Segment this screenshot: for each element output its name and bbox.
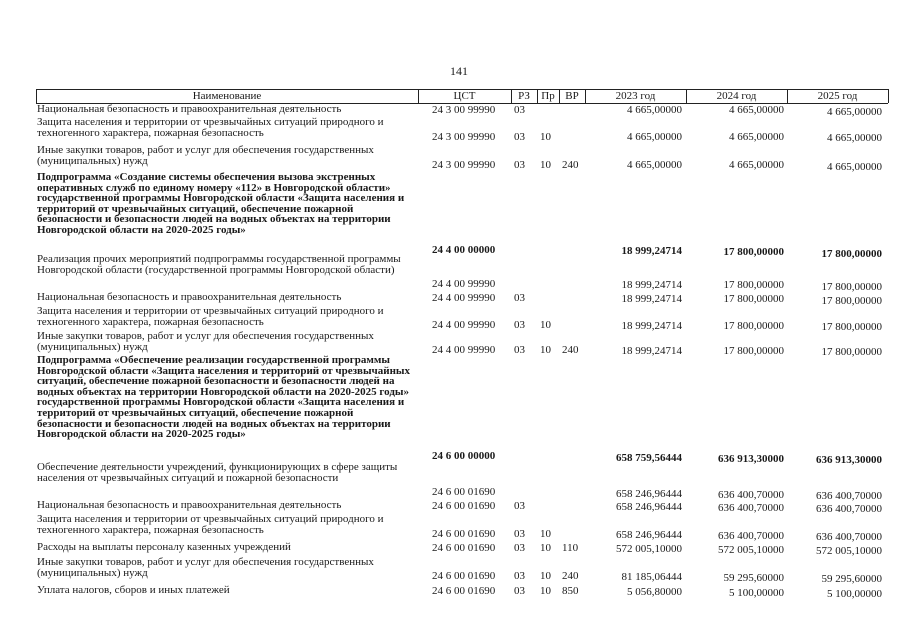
row-vr: 850 [562,585,579,597]
row-rz: 03 [514,131,525,143]
row-2025: 17 800,00000 [821,321,882,333]
row-name: Национальная безопасность и правоохранительная деятельность [37,291,342,303]
row-2024: 572 005,10000 [718,544,784,556]
header-name: Наименование [192,90,262,102]
row-2024: 17 800,00000 [723,246,784,258]
row-cst: 24 6 00 01690 [432,570,496,582]
row-2025: 17 800,00000 [821,248,882,260]
row-rz: 03 [514,500,525,512]
header-cst: ЦСТ [453,90,476,102]
row-2023: 4 665,00000 [627,159,682,171]
row-cst: 24 4 00 99990 [432,344,496,356]
row-2025: 636 913,30000 [816,454,882,466]
row-name: Национальная безопасность и правоохранительная деятельность [37,499,342,511]
row-2025: 17 800,00000 [821,346,882,358]
header-2025: 2025 год [817,90,858,102]
row-cst: 24 4 00 99990 [432,292,496,304]
table-header [36,89,888,103]
header-2023: 2023 год [615,90,656,102]
row-rz: 03 [514,585,525,597]
header-2024: 2024 год [716,90,757,102]
row-cst: 24 4 00 99990 [432,278,496,290]
row-cst: 24 6 00 01690 [432,528,496,540]
header-vr: ВР [565,90,579,102]
row-2024: 636 400,70000 [718,489,784,501]
row-2025: 5 100,00000 [827,588,882,600]
row-rz: 03 [514,542,525,554]
row-2023: 18 999,24714 [621,345,682,357]
row-2023: 81 185,06444 [621,571,682,583]
row-2024: 59 295,60000 [723,572,784,584]
row-2025: 572 005,10000 [816,545,882,557]
row-rz: 03 [514,159,525,171]
row-2025: 17 800,00000 [821,281,882,293]
row-name: Иные закупки товаров, работ и услуг для обеспечения государственных (муниципальных) нужд [37,144,374,167]
row-pr: 10 [540,528,551,540]
row-cst: 24 6 00 01690 [432,500,496,512]
row-2023: 18 999,24714 [621,320,682,332]
row-rz: 03 [514,528,525,540]
row-name: Национальная безопасность и правоохранительная деятельность [37,103,342,115]
row-rz: 03 [514,104,525,116]
row-rz: 03 [514,292,525,304]
row-2025: 59 295,60000 [821,573,882,585]
row-cst: 24 6 00 00000 [432,450,496,462]
header-divider [888,89,889,103]
row-2024: 5 100,00000 [729,587,784,599]
row-2025: 4 665,00000 [827,132,882,144]
row-pr: 10 [540,131,551,143]
header-rz: РЗ [518,90,530,102]
row-name: Расходы на выплаты персоналу казенных учреждений [37,541,291,553]
row-2023: 4 665,00000 [627,104,682,116]
row-2025: 17 800,00000 [821,295,882,307]
row-2024: 4 665,00000 [729,131,784,143]
row-2023: 658 246,96444 [616,488,682,500]
page-number: 141 [450,64,468,78]
row-2024: 636 400,70000 [718,502,784,514]
row-2024: 4 665,00000 [729,104,784,116]
row-name: Иные закупки товаров, работ и услуг для обеспечения государственных (муниципальных) нужд [37,330,374,353]
row-2024: 17 800,00000 [723,293,784,305]
row-name: Защита населения и территории от чрезвычайных ситуаций природного и техногенного характера, пожарная безопасность [37,513,384,536]
row-rz: 03 [514,344,525,356]
row-vr: 240 [562,344,579,356]
row-2023: 18 999,24714 [621,245,682,257]
row-cst: 24 3 00 99990 [432,131,496,143]
row-pr: 10 [540,344,551,356]
row-pr: 10 [540,319,551,331]
row-2024: 17 800,00000 [723,279,784,291]
row-cst: 24 4 00 99990 [432,319,496,331]
row-2023: 18 999,24714 [621,279,682,291]
row-2023: 4 665,00000 [627,131,682,143]
row-2023: 658 759,56444 [616,452,682,464]
row-rz: 03 [514,570,525,582]
row-2025: 636 400,70000 [816,503,882,515]
row-2023: 658 246,96444 [616,529,682,541]
row-vr: 110 [562,542,579,554]
row-cst: 24 6 00 01690 [432,486,496,498]
row-name: Реализация прочих мероприятий подпрограммы государственной программы Новгородской области (государственной программы Новгородской области) [37,253,401,276]
row-name: Защита населения и территории от чрезвычайных ситуаций природного и техногенного характера, пожарная безопасность [37,305,384,328]
row-rz: 03 [514,319,525,331]
row-2024: 17 800,00000 [723,320,784,332]
row-name: Иные закупки товаров, работ и услуг для обеспечения государственных (муниципальных) нужд [37,556,374,579]
row-name: Подпрограмма «Создание системы обеспечения вызова экстренных оперативных служб по единому номеру «112» в Новгородской области» государственной программы Новгородской области «Защита населения и территорий от чрезвычайных ситуаций, обеспечение пожарной безопасности и безопасности людей на водных объектах на территории Новгородской области на 2020-2025 годы» [37,171,405,236]
row-cst: 24 3 00 99990 [432,159,496,171]
row-2024: 636 913,30000 [718,453,784,465]
row-2025: 4 665,00000 [827,161,882,173]
row-name: Обеспечение деятельности учреждений, функционирующих в сфере защиты населения от чрезвычайных ситуаций и пожарной безопасности [37,461,398,484]
row-pr: 10 [540,542,551,554]
row-cst: 24 6 00 01690 [432,542,496,554]
row-2023: 18 999,24714 [621,293,682,305]
row-cst: 24 6 00 01690 [432,585,496,597]
row-2024: 636 400,70000 [718,530,784,542]
row-name: Защита населения и территории от чрезвычайных ситуаций природного и техногенного характера, пожарная безопасность [37,116,384,139]
row-cst: 24 4 00 00000 [432,244,496,256]
row-vr: 240 [562,570,579,582]
row-name: Подпрограмма «Обеспечение реализации государственной программы Новгородской области «Защита населения и территорий от чрезвычайных ситуаций, обеспечение пожарной безопасности и безопасности людей на водных объектах на территории Новгородской области на 2020-2025 годы» государственной программы Новгородской области «Защита населения и территорий от чрезвычайных ситуаций, обеспечение пожарной безопасности и безопасности людей на водных объектах на территории Новгородской области на 2020-2025 годы» [37,354,411,441]
row-2025: 636 400,70000 [816,531,882,543]
header-pr: Пр [541,90,555,102]
row-2023: 658 246,96444 [616,501,682,513]
row-cst: 24 3 00 99990 [432,104,496,116]
row-2025: 636 400,70000 [816,490,882,502]
row-name: Уплата налогов, сборов и иных платежей [37,584,230,596]
row-2024: 17 800,00000 [723,345,784,357]
row-2025: 4 665,00000 [827,106,882,118]
row-pr: 10 [540,570,551,582]
row-pr: 10 [540,159,551,171]
row-vr: 240 [562,159,579,171]
row-2023: 572 005,10000 [616,543,682,555]
row-2023: 5 056,80000 [627,586,682,598]
row-pr: 10 [540,585,551,597]
row-2024: 4 665,00000 [729,159,784,171]
